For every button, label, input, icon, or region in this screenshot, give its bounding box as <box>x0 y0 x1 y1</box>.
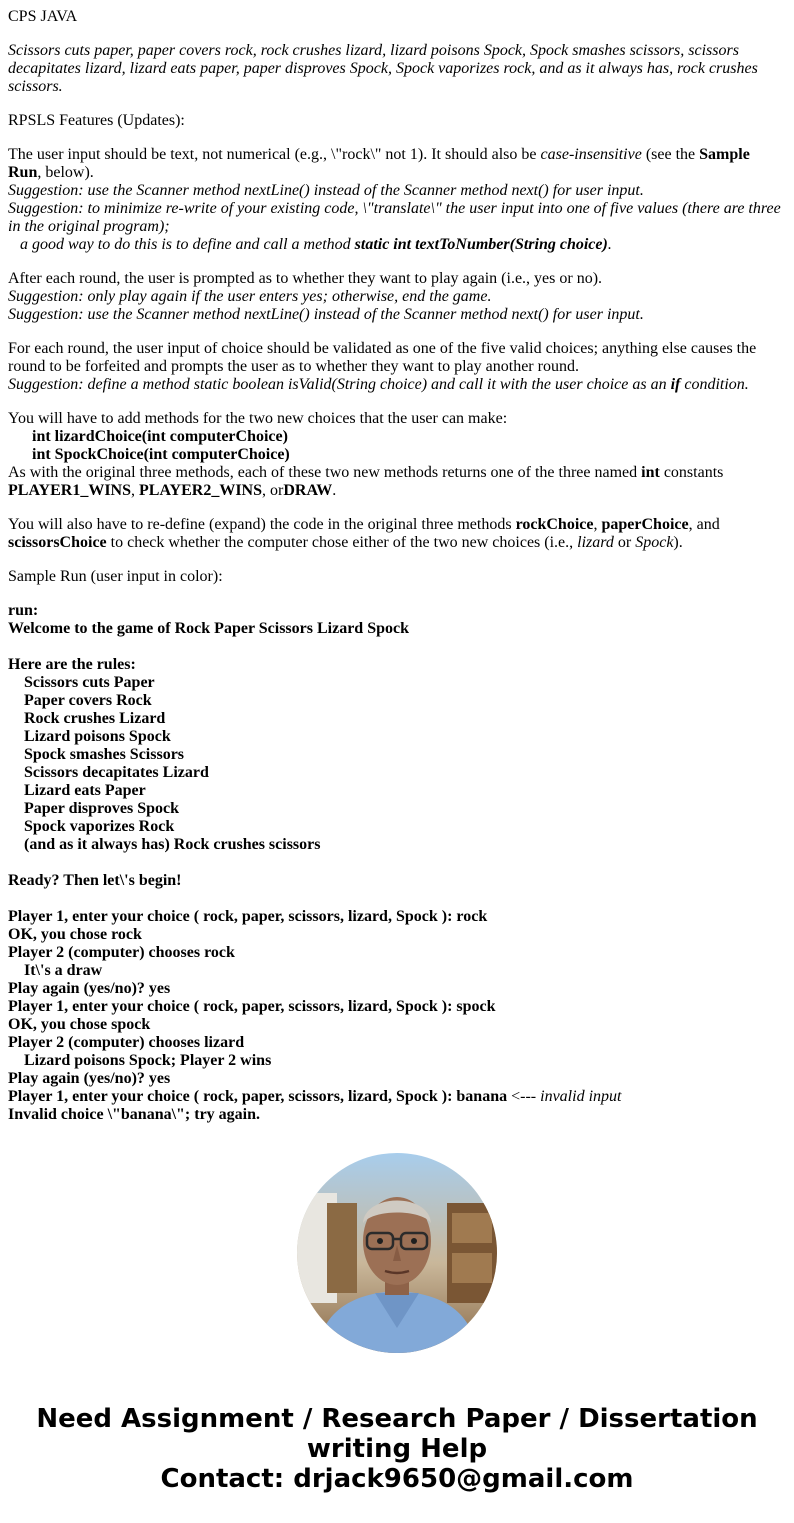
rule-item: Scissors cuts Paper <box>24 674 155 691</box>
help-footer <box>0 1404 794 1494</box>
footer-contact: Contact: drjack9650@gmail.com <box>160 1464 634 1494</box>
rule-item: Lizard poisons Spock <box>24 728 171 745</box>
page-title: CPS JAVA <box>8 8 78 25</box>
output-line: Player 2 (computer) chooses rock <box>8 944 235 961</box>
section-redefine: You will also have to re-define (expand) the code in the original three methods rockChoice, paperChoice, and scissorsChoice to check whether the computer chose either of the two new choices (i.e., lizard or Spock). <box>8 516 720 551</box>
rule-item: Spock smashes Scissors <box>24 746 185 763</box>
sample-run-heading: Sample Run (user input in color): <box>8 568 223 585</box>
features-heading: RPSLS Features (Updates): <box>8 112 185 129</box>
welcome-line: Welcome to the game of Rock Paper Scissors Lizard Spock <box>8 620 409 637</box>
rule-item: Lizard eats Paper <box>24 782 146 799</box>
intro-paragraph: Scissors cuts paper, paper covers rock, rock crushes lizard, lizard poisons Spock, Spock smashes scissors, scissors decapitates lizard, lizard eats paper, paper disproves Spock, Spock vaporizes rock, and as it always has, rock crushes scissors. <box>8 42 758 95</box>
output-line: Play again (yes/no)? yes <box>8 980 171 997</box>
document-body <box>8 8 784 1124</box>
output-line: Player 1, enter your choice ( rock, paper, scissors, lizard, Spock ): rock <box>8 908 488 925</box>
output-line: Play again (yes/no)? yes <box>8 1070 171 1087</box>
section-validation: For each round, the user input of choice should be validated as one of the five valid choices; anything else causes the round to be forfeited and prompts the user as to whether they want to play another round. Suggestion: define a method static boolean isValid(String choice) and call it with the user choice as an if condition. <box>8 340 757 393</box>
rule-item: Scissors decapitates Lizard <box>24 764 209 781</box>
output-line: It\'s a draw <box>24 962 103 979</box>
rule-item: Spock vaporizes Rock <box>24 818 175 835</box>
footer-line-2: writing Help <box>306 1434 488 1464</box>
ready-line: Ready? Then let\'s begin! <box>8 872 182 889</box>
output-line: Invalid choice \"banana\"; try again. <box>8 1106 261 1123</box>
rule-item: Paper disproves Spock <box>24 800 179 817</box>
rule-item: Paper covers Rock <box>24 692 152 709</box>
section-play-again: After each round, the user is prompted as to whether they want to play again (i.e., yes or no). Suggestion: only play again if the user enters yes; otherwise, end the game. Suggestion: use the Scanner method nextLine() instead of the Scanner method next() for user input. <box>8 270 644 323</box>
output-line: OK, you chose rock <box>8 926 142 943</box>
section-text-input: The user input should be text, not numerical (e.g., \"rock\" not 1). It should also be case-insensitive (see the Sample Run, below). Suggestion: use the Scanner method nextLine() instead of the Scanner method next() for user input. Suggestion: to minimize re-write of your existing code, \"translate\" the user input into one of five values (there are three in the original program); a good way to do this is to define and call a method static int textToNumber(String choice). <box>8 146 781 253</box>
author-portrait-image <box>297 1153 497 1353</box>
rules-heading: Here are the rules: <box>8 656 136 673</box>
author-avatar <box>297 1153 497 1353</box>
rule-item: Rock crushes Lizard <box>24 710 166 727</box>
sample-run-output <box>8 602 784 1124</box>
output-line: Player 1, enter your choice ( rock, paper, scissors, lizard, Spock ): banana <--- invalid input <box>8 1088 622 1105</box>
footer-line-1: Need Assignment / Research Paper / Dissertation <box>36 1404 758 1434</box>
section-new-methods: You will have to add methods for the two new choices that the user can make: int lizardChoice(int computerChoice) int SpockChoice(int computerChoice) As with the original three methods, each of these two new methods returns one of the three named int constants PLAYER1_WINS, PLAYER2_WINS, orDRAW. <box>8 410 724 499</box>
output-line: OK, you chose spock <box>8 1016 151 1033</box>
run-line: run: <box>8 602 39 619</box>
output-line: Lizard poisons Spock; Player 2 wins <box>24 1052 272 1069</box>
output-line: Player 1, enter your choice ( rock, paper, scissors, lizard, Spock ): spock <box>8 998 496 1015</box>
output-line: Player 2 (computer) chooses lizard <box>8 1034 245 1051</box>
rule-item: (and as it always has) Rock crushes scissors <box>24 836 321 853</box>
